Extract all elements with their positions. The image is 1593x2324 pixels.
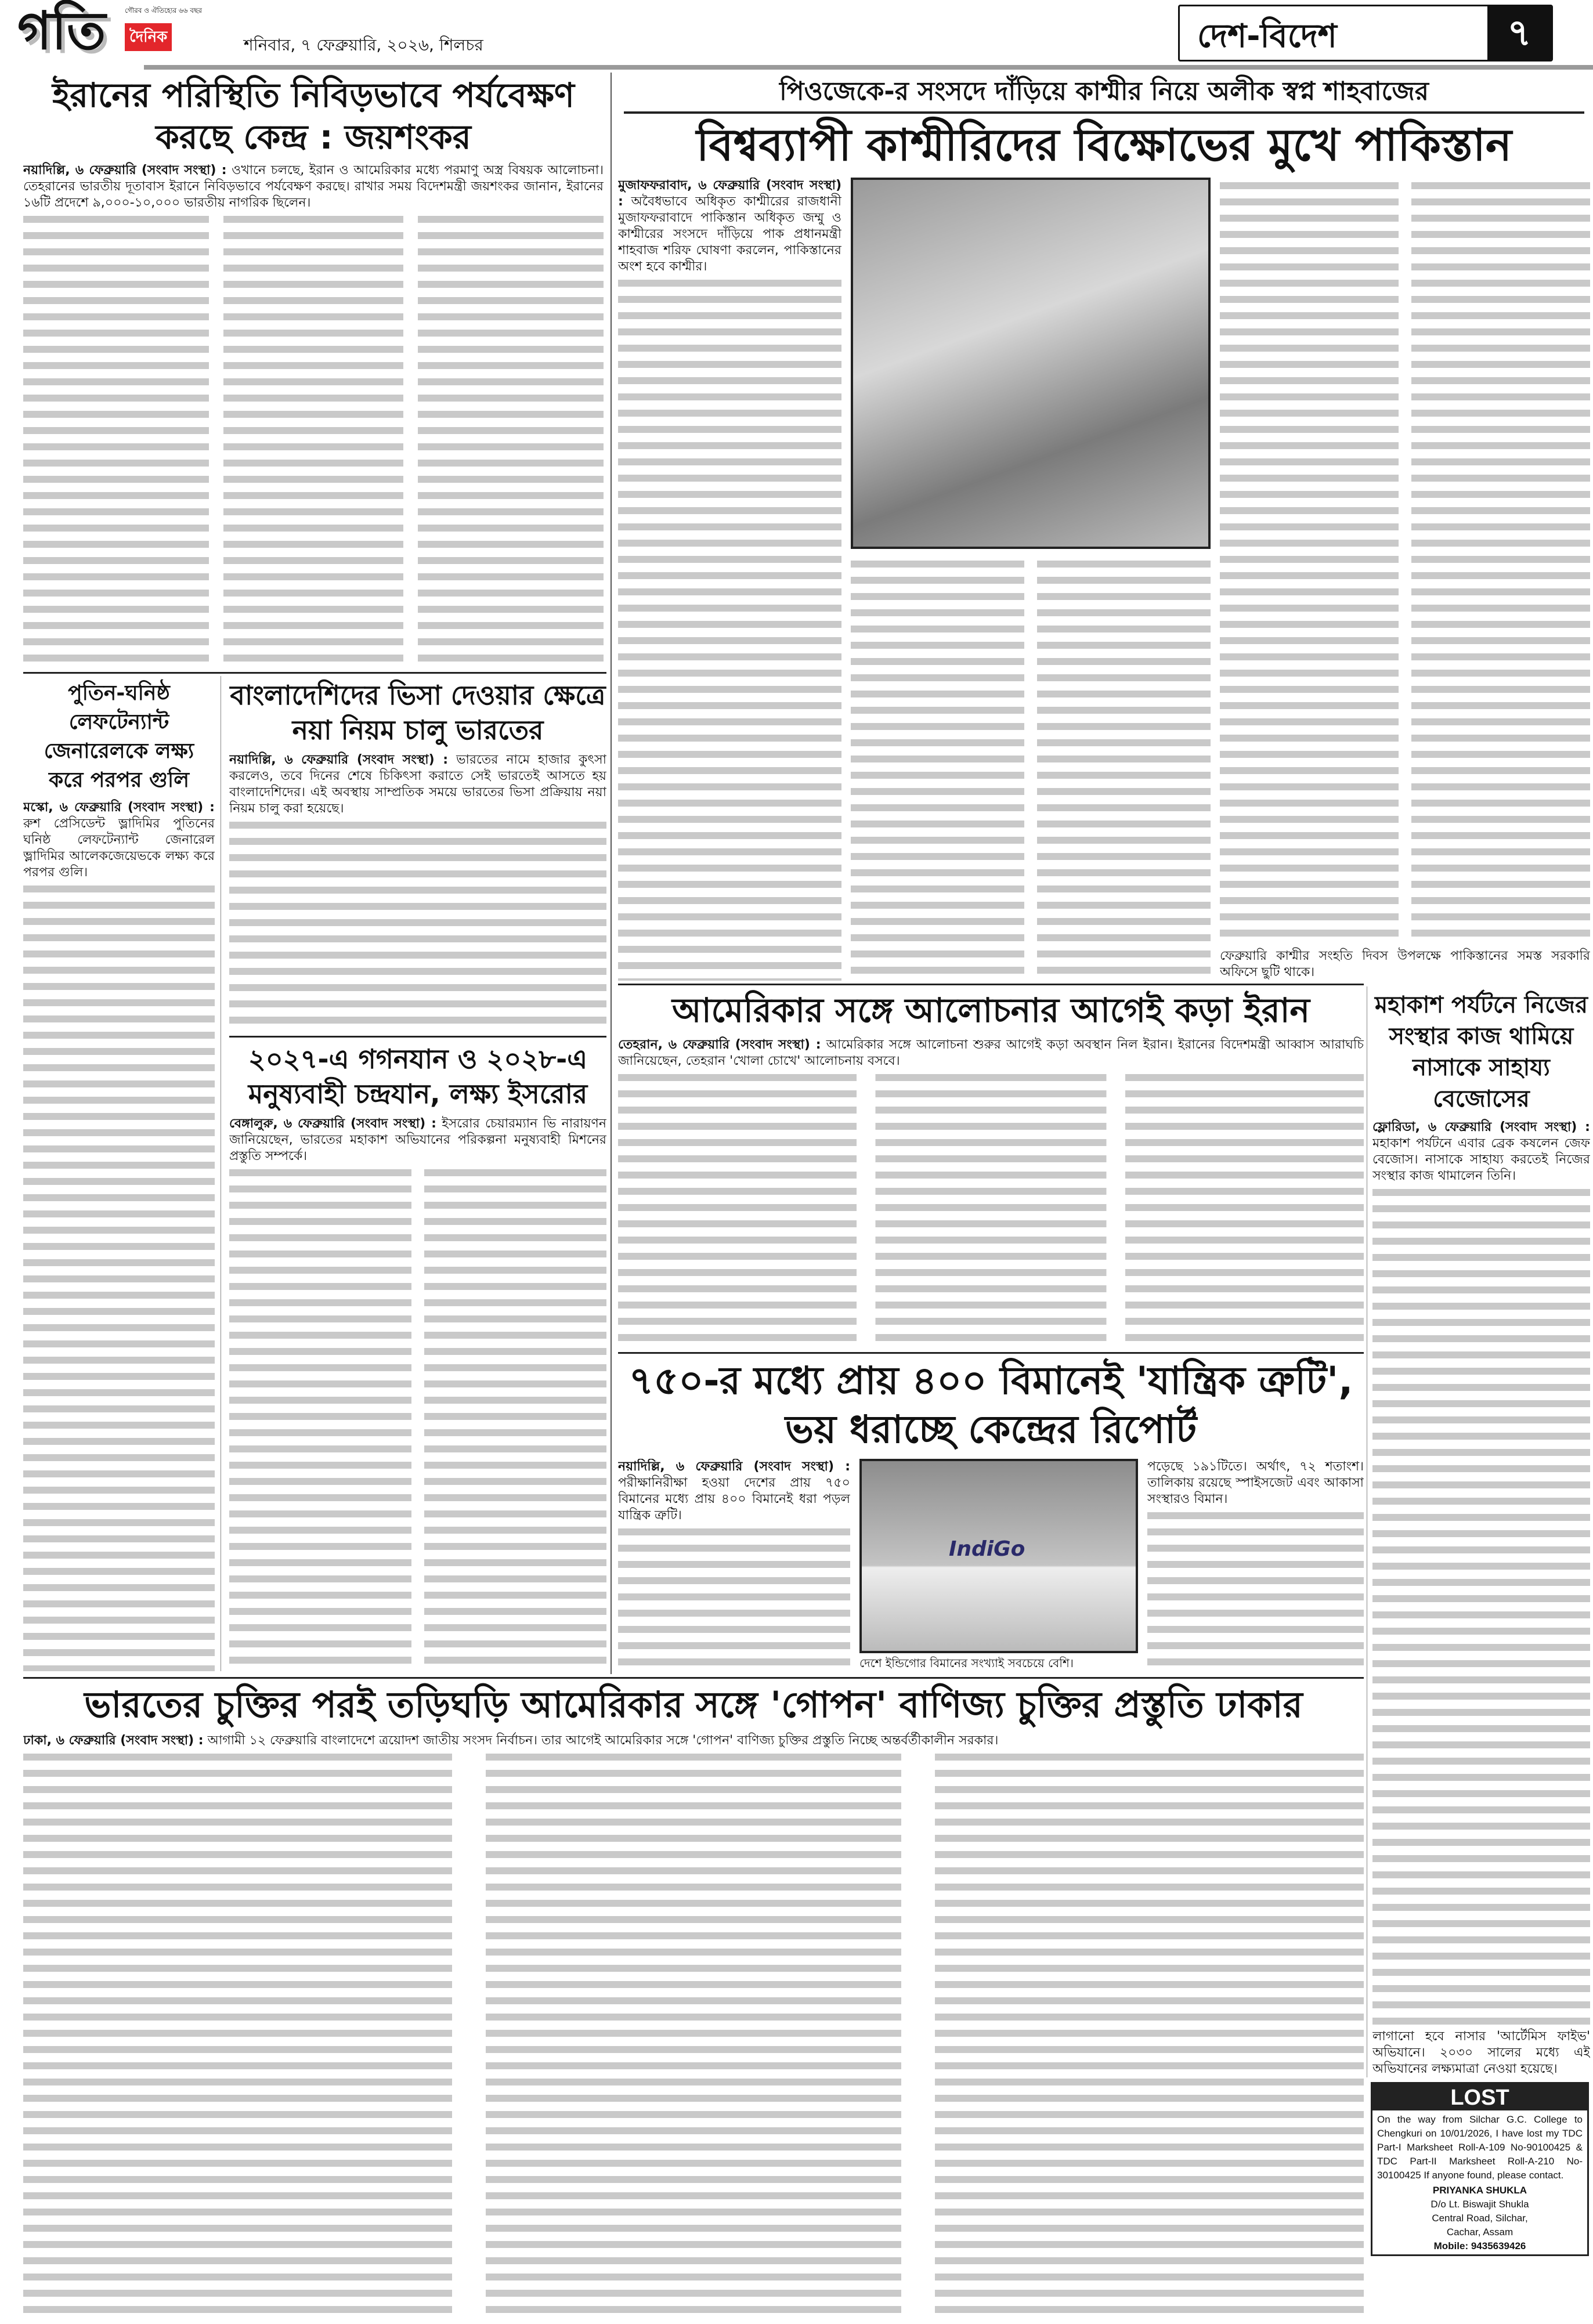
article-text: বেঙ্গালুরু, ৬ ফেব্রুয়ারি (সংবাদ সংস্থা) : ইসরোর চেয়ারম্যান ভি নারায়ণন জানিয়েছেন, ভারতের মহাকাশ অভিযানের পরিকল্পনা মনুষ্যবাহী মিশনের প্রস্তুতি সম্পর্কে। bbox=[229, 1116, 606, 1163]
divider bbox=[618, 1352, 1364, 1354]
article-bezos bbox=[1372, 989, 1590, 2077]
headline-bezos: মহাকাশ পর্যটনে নিজের সংস্থার কাজ থামিয়ে নাসাকে সাহায্য বেজোসের bbox=[1374, 992, 1588, 1112]
aircraft-photo-caption: দেশে ইন্ডিগোর বিমানের সংখ্যাই সবচেয়ে বেশি। bbox=[859, 1656, 1074, 1670]
divider bbox=[618, 984, 1364, 985]
article-putin bbox=[23, 679, 215, 1671]
body-text-placeholder bbox=[618, 1524, 850, 1673]
logo: গতি bbox=[17, 1, 106, 62]
article-text: ঢাকা, ৬ ফেব্রুয়ারি (সংবাদ সংস্থা) : আগামী ১২ ফেব্রুয়ারি বাংলাদেশে ত্রয়োদশ জাতীয় সংসদ নির্বাচন। তার আগেই আমেরিকার সঙ্গে 'গোপন' বাণিজ্য চুক্তির প্রস্তুতি নিচ্ছে অন্তর্বর্তীকালীন সরকার। bbox=[23, 1733, 999, 1748]
anniversary-text: গৌরব ও ঐতিহ্যের ৬৬ বছর bbox=[125, 6, 202, 15]
headline-aircraft: ৭৫০-র মধ্যে প্রায় ৪০০ বিমানেই 'যান্ত্রিক ত্রুটি', ভয় ধরাচ্ছে কেন্দ্রের রিপোর্ট bbox=[628, 1358, 1353, 1452]
headline-bangladesh-visa: বাংলাদেশিদের ভিসা দেওয়ার ক্ষেত্রে নয়া নিয়ম চালু ভারতের bbox=[230, 680, 606, 746]
kashmir-columns bbox=[618, 178, 1590, 981]
kicker-kashmir: পিওজেকে-র সংসদে দাঁড়িয়ে কাশ্মীর নিয়ে অলীক স্বপ্ন শাহবাজের bbox=[779, 77, 1429, 106]
headline-putin: পুতিন-ঘনিষ্ঠ লেফটেন্যান্ট জেনারেলকে লক্ষ্য করে পরপর গুলি bbox=[44, 681, 194, 792]
headline-kashmir: বিশ্বব্যাপী কাশ্মীরিদের বিক্ষোভের মুখে পাকিস্তান bbox=[696, 119, 1512, 171]
body-text-placeholder bbox=[1147, 1508, 1364, 1673]
divider bbox=[23, 1677, 1364, 1679]
body-text-placeholder bbox=[23, 211, 604, 669]
body-text-placeholder bbox=[229, 817, 606, 1033]
body-text-placeholder bbox=[1220, 178, 1590, 945]
kashmir-col-right bbox=[1220, 178, 1590, 981]
kicker-rule bbox=[624, 111, 1584, 114]
body-text-placeholder bbox=[1372, 1184, 1590, 2025]
article-text: মস্কো, ৬ ফেব্রুয়ারি (সংবাদ সংস্থা) : রুশ প্রেসিডেন্ট ভ্লাদিমির পুতিনের ঘনিষ্ঠ লেফটেন্যান্ট জেনারেল ভ্লাদিমির আলেকজেয়েভকে লক্ষ্য করে পরপর গুলি। bbox=[23, 800, 215, 880]
kashmir-tail: ফেব্রুয়ারি কাশ্মীর সংহতি দিবস উপলক্ষে পাকিস্তানের সমস্ত সরকারি অফিসে ছুটি থাকে। bbox=[1220, 949, 1590, 980]
article-iran-watch bbox=[23, 74, 604, 669]
column-divider bbox=[611, 73, 612, 1674]
article-bezos-closing: লাগানো হবে নাসার 'আর্টেমিস ফাইভ' অভিযানে। ২০৩০ সালের মধ্যে এই অভিযানের লক্ষ্যমাত্রা নেওয়া হয়েছে। bbox=[1372, 2029, 1590, 2076]
article-gaganyaan bbox=[229, 1042, 606, 1671]
headline-iran-watch: ইরানের পরিস্থিতি নিবিড়ভাবে পর্যবেক্ষণ করছে কেন্দ্র : জয়শংকর bbox=[52, 75, 575, 157]
headline-gaganyaan: ২০২৭-এ গগনযান ও ২০২৮-এ মনুষ্যবাহী চন্দ্রযান, লক্ষ্য ইসরোর bbox=[248, 1043, 588, 1109]
section-title bbox=[1178, 5, 1553, 62]
article-text: নয়াদিল্লি, ৬ ফেব্রুয়ারি (সংবাদ সংস্থা) : ভারতের নামে হাজার কুৎসা করলেও, তবে দিনের শেষে চিকিৎসা করাতে সেই ভারতেই আসতে হয় বাংলাদেশিদের। এই অবস্থায় সাম্প্রতিক সময়ে ভারতের ভিসা প্রক্রিয়ায় নয়া নিয়ম চালু করা হয়েছে। bbox=[229, 753, 606, 816]
dainik-badge: দৈনিক bbox=[125, 23, 172, 51]
divider bbox=[229, 1036, 606, 1038]
article-text: নয়াদিল্লি, ৬ ফেব্রুয়ারি (সংবাদ সংস্থা) : ওখানে চলছে, ইরান ও আমেরিকার মধ্যে পরমাণু অস্ত্র বিষয়ক আলোচনা। তেহরানের ভারতীয় দূতাবাস ইরানে নিবিড়ভাবে পর্যবেক্ষণ করছে। রাখার সময় বিদেশমন্ত্রী জয়শংকর জানান, ইরানের ১৬টি প্রদেশে ৯,০০০-১০,০০০ ভারতীয় নাগরিক ছিলেন। bbox=[23, 163, 604, 210]
body-text-placeholder bbox=[23, 1749, 1364, 2320]
body-text-placeholder bbox=[23, 881, 215, 1671]
body-text-placeholder bbox=[618, 275, 841, 981]
lost-ad-name: PRIYANKA SHUKLA bbox=[1432, 2185, 1527, 2196]
protest-photo bbox=[851, 178, 1211, 549]
kashmir-col1 bbox=[618, 178, 841, 981]
article-dhaka-trade bbox=[23, 1682, 1364, 2320]
lost-ad-mobile: Mobile: 9435639426 bbox=[1433, 2240, 1526, 2251]
section-name: দেশ-বিদেশ bbox=[1197, 17, 1337, 55]
aircraft-col-right bbox=[1147, 1459, 1364, 1673]
page-number: ৭ bbox=[1487, 6, 1551, 60]
aircraft-columns bbox=[618, 1459, 1364, 1673]
lost-ad-address: D/o Lt. Biswajit Shukla bbox=[1431, 2199, 1529, 2210]
body-text-placeholder bbox=[851, 556, 1211, 981]
article-text: পড়েছে ১৯১টিতে। অর্থাৎ, ৭২ শতাংশ। তালিকায় রয়েছে স্পাইসজেট এবং আকাসা সংস্থারও বিমান। bbox=[1147, 1459, 1364, 1506]
lost-ad-title: LOST bbox=[1372, 2084, 1587, 2110]
masthead bbox=[0, 0, 1593, 63]
article-aircraft bbox=[618, 1357, 1364, 1673]
article-kashmir bbox=[618, 74, 1590, 981]
headline-iran-us-talks: আমেরিকার সঙ্গে আলোচনার আগেই কড়া ইরান bbox=[671, 991, 1310, 1030]
article-text: তেহরান, ৬ ফেব্রুয়ারি (সংবাদ সংস্থা) : আমেরিকার সঙ্গে আলোচনা শুরুর আগেই কড়া অবস্থান নিল ইরান। ইরানের বিদেশমন্ত্রী আব্বাস আরাঘচি জানিয়েছেন, তেহরান 'খোলা চোখে' আলোচনায় বসবে। bbox=[618, 1038, 1364, 1068]
article-text: ফ্লোরিডা, ৬ ফেব্রুয়ারি (সংবাদ সংস্থা) : মহাকাশ পর্যটনে এবার ব্রেক কষলেন জেফ বেজোস। নাসাকে সাহায্য করতেই নিজের সংস্থার কাজ থামালেন তিনি। bbox=[1372, 1120, 1590, 1183]
divider bbox=[23, 672, 606, 674]
body-text-placeholder bbox=[618, 1069, 1364, 1349]
lost-ad-address: Cachar, Assam bbox=[1446, 2227, 1513, 2238]
aircraft-col-left bbox=[618, 1459, 850, 1673]
aircraft-col-photo bbox=[859, 1459, 1138, 1673]
article-iran-us-talks bbox=[618, 988, 1364, 1349]
kashmir-col-middle bbox=[851, 178, 1211, 981]
headline-dhaka-trade: ভারতের চুক্তির পরই তড়িঘড়ি আমেরিকার সঙ্গে 'গোপন' বাণিজ্য চুক্তির প্রস্তুতি ঢাকার bbox=[84, 1683, 1303, 1726]
body-text-placeholder bbox=[229, 1165, 606, 1671]
article-text: মুজাফফরাবাদ, ৬ ফেব্রুয়ারি (সংবাদ সংস্থা) : অবৈধভাবে অধিকৃত কাশ্মীরের রাজধানী মুজাফফরাবাদে পাকিস্তান অধিকৃত জম্মু ও কাশ্মীরের সংসদে দাঁড়িয়ে পাক প্রধানমন্ত্রী শাহবাজ শরিফ ঘোষণা করলেন, পাকিস্তানের অংশ হবে কাশ্মীর। bbox=[618, 178, 841, 274]
indigo-livery: IndiGo bbox=[949, 1537, 1025, 1561]
aircraft-photo bbox=[859, 1459, 1138, 1653]
lost-ad-body: On the way from Silchar G.C. College to Chengkuri on 10/01/2026, I have lost my TDC Part-I Marksheet Roll-A-109 No-90100425 & TDC Part-II Marksheet Roll-A-210 No-30100425 If anyone found, please contact. bbox=[1377, 2114, 1583, 2181]
article-bangladesh-visa bbox=[229, 678, 606, 1033]
date-line: শনিবার, ৭ ফেব্রুয়ারি, ২০২৬, শিলচর bbox=[244, 35, 483, 55]
article-text: নয়াদিল্লি, ৬ ফেব্রুয়ারি (সংবাদ সংস্থা) : পরীক্ষানিরীক্ষা হওয়া দেশের প্রায় ৭৫০ বিমানের মধ্যে প্রায় ৪০০ বিমানেই ধরা পড়ল যান্ত্রিক ত্রুটি। bbox=[618, 1459, 850, 1523]
lost-ad bbox=[1371, 2082, 1589, 2256]
masthead-rule bbox=[144, 65, 1593, 70]
lost-ad-address: Central Road, Silchar, bbox=[1432, 2213, 1528, 2224]
